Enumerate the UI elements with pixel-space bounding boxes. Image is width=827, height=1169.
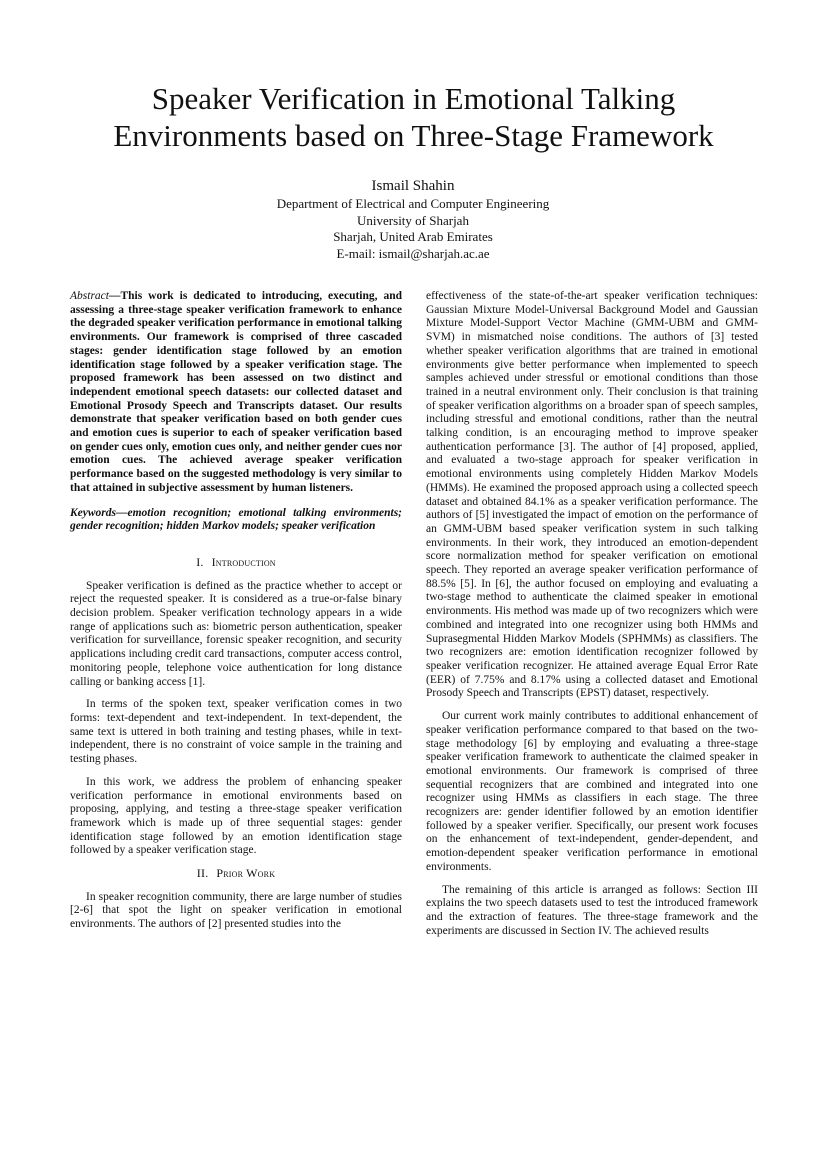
section-title: Prior Work (216, 866, 276, 881)
keywords-dash: — (116, 506, 128, 519)
intro-paragraph-3: In this work, we address the problem of enhancing speaker verification performance in emotional environments based on proposing, applying, and testing a three-stage speaker verification framework which is made up of three sequential stages: gender identification stage followed by an emotion identification stage followed by a speaker verification stage. (70, 775, 402, 857)
author-name: Ismail Shahin (371, 178, 455, 194)
author-block (113, 177, 713, 262)
intro-paragraph-2: In terms of the spoken text, speaker verification comes in two forms: text-dependent and text-independent. In text-dependent, the same text is uttered in both training and testing phases, while in text-independent, there is no constraint of voice sample in the training and testing phases. (70, 698, 402, 766)
prior-work-paragraph-3: The remaining of this article is arranged as follows: Section III explains the two speech datasets used to test the introduced framework and the extraction of features. The three-stage framework and the experiments are discussed in Section IV. The achieved results (426, 883, 758, 937)
author-university: University of Sharjah (357, 212, 469, 228)
section-number: II. (196, 866, 209, 881)
abstract (70, 290, 402, 496)
author-location: Sharjah, United Arab Emirates (333, 229, 493, 244)
abstract-text: This work is dedicated to introducing, executing, and assessing a three-stage speaker verification framework to enhance the degraded speaker verification performance in emotional talking environments. Our framework is comprised of three cascaded stages: gender identification stage followed by an emotion identification stage followed by a speaker verification stage. The proposed framework has been assessed on two distinct and independent emotional speech datasets: our collected dataset and Emotional Prosody Speech and Transcripts dataset. Our results demonstrate that speaker verification based on both gender cues and emotion cues is superior to each of speaker verification based on gender cues only, emotion cues only, and neither gender cues nor emotion cues. The achieved average speaker verification performance based on the suggested methodology is very similar to that attained in subjective assessment by human listeners. (70, 290, 402, 494)
paper-title-line-2: Environments based on Three-Stage Framework (113, 118, 714, 153)
keywords (70, 507, 402, 534)
paper-title (40, 80, 787, 154)
right-column (426, 290, 758, 947)
prior-work-paragraph-1: In speaker recognition community, there are large number of studies [2-6] that spot the light on speaker verification in emotional environments. The authors of [2] presented studies into the (70, 890, 402, 931)
prior-work-paragraph-1-continued: effectiveness of the state-of-the-art speaker verification techniques: Gaussian Mixture Model-Universal Background Model and Gaussian Mixture Model-Support Vector Machine (GMM-UBM and GMM-SVM) in mismatched noise conditions. The authors of [3] tested whether speaker verification algorithms that are trained in emotional environments give better performance when implemented to speech samples achieved under stressful or emotional conditions than those trained in a neutral environment only. Their conclusion is that training of speaker verification algorithms on a broader span of speech samples, including stressful and emotional conditions, rather than the neutral talking condition, is an encouraging method to improve speaker authentication performance [3]. The author of [4] proposed, applied, and evaluated a two-stage approach for speaker verification in emotional environments using completely Hidden Markov Models (HMMs). He examined the proposed approach using a collected speech dataset and obtained 84.1% as a speaker verification performance. The authors of [5] investigated the impact of emotion on the performance of an GMM-UBM based speaker verification system in such talking environments. In their work, they introduced an emotion-dependent score normalization method for speaker verification on emotional speech. They reported an average speaker verification performance of 88.5% [5]. In [6], the author focused on employing and evaluating a two-stage method to authenticate the claimed speaker in emotional environments. His method was made up of two recognizers which were combined and integrated into one recognizer using both HMMs and Suprasegmental Hidden Markov Models (SPHMMs) as classifiers. The two recognizers are: emotion identification recognizer followed by speaker verification recognizer. He attained average Equal Error Rate (EER) of 7.75% and 8.17% using a collected dataset and Emotional Prosody Speech and Transcripts (EPST) dataset, respectively. (426, 290, 758, 700)
intro-paragraph-1: Speaker verification is defined as the practice whether to accept or reject the requested speaker. It is considered as a true-or-false binary decision problem. Speaker verification technology appears in a wide range of applications such as: biometric person authentication, speaker verification for surveillance, forensic speaker recognition, and security applications including credit card transactions, computer access control, monitoring people, telephone voice authentication for long distance calling or banking access [1]. (70, 579, 402, 688)
left-column (70, 290, 402, 941)
abstract-dash: — (108, 290, 121, 302)
author-email[interactable]: E-mail: ismail@sharjah.ac.ae (336, 245, 490, 261)
paper-title-line-1: Speaker Verification in Emotional Talking (151, 81, 676, 116)
keywords-text: emotion recognition; emotional talking environments; gender recognition; hidden Markov models; speaker verification (70, 506, 402, 533)
abstract-label: Abstract (70, 290, 109, 302)
prior-work-paragraph-2: Our current work mainly contributes to additional enhancement of speaker verification performance compared to that based on the two-stage methodology [6] by employing and evaluating a three-stage speaker verification framework to authenticate the claimed speaker in emotional environments. Our framework is comprised of three sequential recognizers that are combined and integrated into one recognizer using HMMs as classifiers in each stage. The three recognizers are: gender identifier followed by an emotion identifier followed by a speaker verifier. Specifically, our present work focuses on the enhancement of text-independent, gender-dependent, and emotion-dependent speaker verification performance in emotional environments. (426, 710, 758, 873)
keywords-label: Keywords (70, 506, 116, 519)
section-heading-introduction (70, 556, 402, 570)
author-department: Department of Electrical and Computer Engineering (276, 196, 550, 211)
section-number: I. (196, 554, 204, 569)
section-title: Introduction (211, 554, 276, 569)
section-heading-prior-work (70, 867, 402, 881)
